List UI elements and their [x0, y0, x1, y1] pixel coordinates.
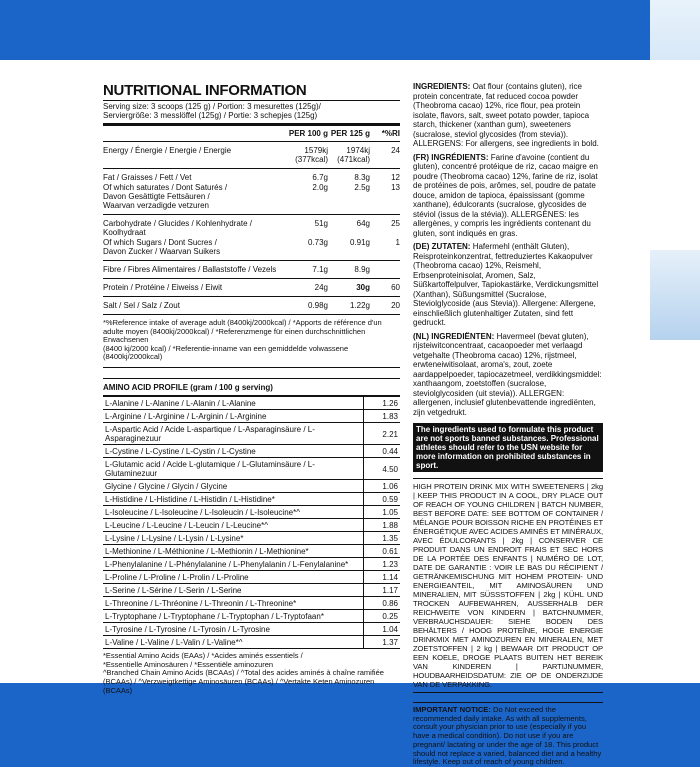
top-band: [0, 0, 700, 60]
amino-value: 0.59: [364, 493, 401, 506]
amino-row: [103, 571, 400, 584]
energy-ri: 24: [370, 142, 400, 169]
carbs-per125: 64g: [356, 219, 370, 228]
notice-head: IMPORTANT NOTICE:: [413, 705, 491, 714]
energy-per125: 1974kj (471kcal): [328, 142, 370, 169]
fibre-per125: 8.9g: [328, 261, 370, 279]
ingredients-en: [413, 82, 603, 149]
amino-name: L-Glutamic acid / Acide L-glutamique / L-Glutaminsäure / L-Glutaminezuur: [103, 458, 364, 480]
amino-row: [103, 623, 400, 636]
ingredients-en-head: INGREDIENTS:: [413, 82, 471, 91]
protein-ri: 60: [370, 279, 400, 297]
saturates-per125: 2.5g: [328, 183, 370, 215]
amino-title: AMINO ACID PROFILE (gram / 100 g serving): [103, 378, 400, 398]
protein-per125: 30g: [328, 279, 370, 297]
amino-row: [103, 610, 400, 623]
amino-name: Glycine / Glycine / Glycin / Glycine: [103, 480, 364, 493]
saturates-ri: 13: [370, 183, 400, 215]
saturates-per100: 2.0g: [288, 183, 328, 215]
energy-label: Energy / Énergie / Energie / Energie: [103, 142, 288, 169]
row-carbs: [103, 215, 400, 239]
sugars-ri: 1: [370, 238, 400, 261]
amino-name: L-Isoleucine / L-Isoleucine / L-Isoleucin / L-Isoleucine*^: [103, 506, 364, 519]
amino-name: L-Serine / L-Sérine / L-Serin / L-Serine: [103, 584, 364, 597]
amino-row: [103, 584, 400, 597]
row-saturates: [103, 183, 400, 215]
ingredients-fr-head: (FR) INGRÉDIENTS:: [413, 152, 489, 162]
protein-per100: 24g: [288, 279, 328, 297]
sugars-per125: 0.91g: [328, 238, 370, 261]
ingredients-nl-text: Havermeel (bevat gluten), rijsteiwitconcentraat, cacaopoeder met verlaagd vetgehalte (Theobroma cacao) 12%, rijstmeel, erwteneiwitisolaat, aroma's, zout, zoete aardappelpoeder, tapiocazetmeel, verdikkingsmiddel: xanthaangom, zoetstoffen (sucralose, steviolglycosiden (uit stevia)). ALLERGEN: allergenen, inclusief glutenbevattende ingrediënten, zijn vetgedrukt.: [413, 331, 602, 417]
banned-substances-warning: The ingredients used to formulate this product are not sports banned substances. Professional athletes should refer to the USN website for more information on prohibited substances in sport.: [413, 423, 603, 472]
carbs-per100: 51g: [314, 219, 328, 228]
ingredients-fr: [413, 153, 603, 239]
amino-name: L-Histidine / L-Histidine / L-Histidin / L-Histidine*: [103, 493, 364, 506]
amino-value: 1.37: [364, 636, 401, 649]
saturates-label: Of which saturates / Dont Saturés / Davon Gesättigte Fettsäuren / Waarvan verzadigde vetzuren: [103, 183, 288, 215]
amino-value: 1.35: [364, 532, 401, 545]
important-notice: [413, 702, 603, 767]
amino-name: L-Phenylalanine / L-Phénylalanine / L-Phenylalanin / L-Fenylalanine*: [103, 558, 364, 571]
ingredients-en-text: Oat flour (contains gluten), rice protein concentrate, fat reduced cocoa powder (Theobroma cacao) 12%, rice flour, pea protein isolate, flavors, salt, sweet potato powder, tapioca starch, thickener (xanthan gum), sweeteners (sucralose, steviol glycosides (from stevia)). ALLERGENS: For allergens, see ingredients in bold.: [413, 82, 599, 148]
fibre-ri: [370, 261, 400, 279]
amino-value: 1.17: [364, 584, 401, 597]
fibre-label: Fibre / Fibres Alimentaires / Ballaststoffe / Vezels: [103, 261, 288, 279]
amino-note-2: *Essentielle Aminosäuren / *Essentiële aminozuren: [103, 659, 274, 669]
row-protein: [103, 279, 400, 297]
salt-ri: 20: [370, 297, 400, 315]
fat-label: Fat / Graisses / Fett / Vet: [103, 173, 192, 182]
amino-notes: [103, 649, 400, 695]
amino-row: [103, 506, 400, 519]
amino-row: [103, 397, 400, 409]
notice-text: Do Not exceed the recommended daily intake. As with all supplements, consult your physician prior to use (especially if you have a medical condition). Do not use if you are pregnant/ lactating or under the age of 18. This product should not replace a varied, balanced diet and a healthy lifestyle. Keep out of reach of young children.: [413, 705, 602, 767]
amino-row: [103, 458, 400, 480]
amino-name: L-Leucine / L-Leucine / L-Leucin / L-Leucine*^: [103, 519, 364, 532]
row-salt: [103, 297, 400, 315]
amino-value: 1.26: [364, 397, 401, 409]
amino-name: L-Threonine / L-Thréonine / L-Threonin / L-Threonine*: [103, 597, 364, 610]
product-description: HIGH PROTEIN DRINK MIX WITH SWEETENERS | 2kg | KEEP THIS PRODUCT IN A COOL, DRY PLACE OUT OF REACH OF YOUNG CHILDREN | BATCH NUMBER, BEST BEFORE DATE: SEE BOTTOM OF CONTAINER / MÉLANGE POUR BOISSON RICHE EN PROTÉINES ET ÉNERGÉTIQUE AVEC ACIDES AMINÉS ET MINÉRAUX, AVEC ÉDULCORANTS | 2kg | CONSERVER CE PRODUIT DANS UN ENDROIT FRAIS ET SEC HORS DE LA PORTÉE DES ENFANTS | NUMÉRO DE LOT, DATE DE GARANTIE : VOIR LE BAS DU RÉCIPIENT / GETRÄNKEMISCHUNG MIT HOHEM PROTEIN- UND ENERGIEANTEIL, MIT AMINOSÄUREN UND MINERALIEN, MIT SÜSSSTOFFEN | 2kg | KÜHL UND TROCKEN AUFBEWAHREN, AUSSERHALB DER REICHWEITE VON KINDERN | BATCHNUMMER, VERBRAUCHSDAUER: SIEHE BODEN DES BEHÄLTERS / HOOG PROTEÏNE, HOGE ENERGIE DRINKMIX MET AMINOZUREN EN MINERALEN, MET ZOETSTOFFEN | 2 kg | BEWAAR DIT PRODUCT OP EEN KOELE, DROGE PLAATS BUITEN HET BEREIK VAN KINDEREN | PARTIJNUMMER, HOUDBAARHEIDSDATUM: ZIE OP DE ONDERZIJDE VAN DE VERPAKKING.: [413, 478, 603, 693]
amino-value: 1.06: [364, 480, 401, 493]
amino-note-3: ^Branched Chain Amino Acids (BCAAs) / ^Total des acides aminés à chaîne ramifiée (BCAAs) / ^Verzweigtkettige Aminosäuren (BCAAs) / ^Vertakte Keten Aminozuren (BCAAs): [103, 668, 384, 695]
ingredients-de: [413, 242, 603, 328]
amino-row: [103, 597, 400, 610]
nutrition-header-row: [103, 126, 400, 142]
salt-per100: 0.98g: [288, 297, 328, 315]
row-fat: [103, 169, 400, 184]
col-per100: PER 100 g: [288, 126, 328, 142]
amino-row: [103, 519, 400, 532]
amino-value: 2.21: [364, 423, 401, 445]
nutrition-table: [103, 126, 400, 315]
amino-row: [103, 532, 400, 545]
salt-per125: 1.22g: [328, 297, 370, 315]
serving-size: [103, 102, 400, 126]
amino-value: 1.14: [364, 571, 401, 584]
ingredients-de-head: (DE) ZUTATEN:: [413, 242, 471, 251]
amino-value: 0.25: [364, 610, 401, 623]
amino-name: L-Valine / L-Valine / L-Valin / L-Valine*^: [103, 636, 364, 649]
amino-row: [103, 480, 400, 493]
amino-row: [103, 423, 400, 445]
row-energy: [103, 142, 400, 169]
amino-name: L-Tryptophane / L-Tryptophane / L-Tryptophan / L-Tryptofaan*: [103, 610, 364, 623]
fat-per100: 6.7g: [312, 173, 328, 182]
amino-row: [103, 445, 400, 458]
protein-label: Protein / Protéine / Eiweiss / Eiwit: [103, 279, 288, 297]
amino-row: [103, 558, 400, 571]
amino-row: [103, 545, 400, 558]
amino-table: [103, 397, 400, 649]
energy-per100: 1579kj (377kcal): [288, 142, 328, 169]
amino-name: L-Cystine / L-Cystine / L-Cystin / L-Cystine: [103, 445, 364, 458]
amino-note-1: *Essential Amino Acids (EAAs) / *Acides aminés essentiels /: [103, 651, 303, 661]
amino-value: 0.61: [364, 545, 401, 558]
amino-row: [103, 636, 400, 649]
nutrition-title: NUTRITIONAL INFORMATION: [103, 82, 400, 101]
amino-name: L-Proline / L-Proline / L-Prolin / L-Proline: [103, 571, 364, 584]
amino-name: L-Methionine / L-Méthionine / L-Methionin / L-Methionine*: [103, 545, 364, 558]
amino-value: 1.04: [364, 623, 401, 636]
amino-value: 0.44: [364, 445, 401, 458]
ingredients-fr-text: Farine d'avoine (contient du gluten), concentré protéique de riz, cacao maigre en poudre (Theobroma cacao) 12%, farine de riz, isolat de protéines de pois, arômes, sel, poudre de patate douce, amidon de tapioca, épaississant (gomme xanthane), édulcorants (sucralose, glycosides de stéviol (issus de la stévia)). ALLERGÈNES: les allergènes, y compris les ingrédients contenant du gluten, sont indiqués en gras.: [413, 152, 598, 238]
fibre-per100: 7.1g: [288, 261, 328, 279]
carbs-label: Carbohydrate / Glucides / Kohlenhydrate / Koolhydraat: [103, 219, 252, 237]
amino-row: [103, 410, 400, 423]
fat-ri: 12: [391, 173, 400, 182]
ingredients-nl-head: (NL) INGREDIËNTEN:: [413, 331, 495, 341]
ingredients-nl: [413, 332, 603, 418]
amino-value: 1.05: [364, 506, 401, 519]
amino-name: L-Lysine / L-Lysine / L-Lysin / L-Lysine*: [103, 532, 364, 545]
amino-name: L-Tyrosine / L-Tyrosine / L-Tyrosin / L-Tyrosine: [103, 623, 364, 636]
amino-value: 4.50: [364, 458, 401, 480]
ingredients-column: [413, 82, 603, 767]
amino-name: L-Arginine / L-Arginine / L-Arginin / L-Arginine: [103, 410, 364, 423]
fat-per125: 8.3g: [354, 173, 370, 182]
ingredients-de-text: Hafermehl (enthält Gluten), Reisproteinkonzentrat, fettreduziertes Kakaopulver (Theobroma cacao) 12%, Reismehl, Erbsenproteinisolat, Aromen, Salz, Süßkartoffelpulver, Tapiokastärke, Verdickungsmittel (Xanthan), Süßungsmittel (Sucralose, Steviolglycoside (aus Stevia)). Allergene: Allergene, einschließlich glutenhaltiger Zutaten, sind fett gedruckt.: [413, 242, 599, 327]
sugars-per100: 0.73g: [288, 238, 328, 261]
amino-row: [103, 493, 400, 506]
nutrition-column: [103, 82, 400, 695]
serving-line-2: Serviergröße: 3 messlöffel (125g) / Portie: 3 schepjes (125g): [103, 111, 318, 120]
amino-value: 1.88: [364, 519, 401, 532]
amino-value: 1.83: [364, 410, 401, 423]
amino-value: 1.23: [364, 558, 401, 571]
salt-label: Salt / Sel / Salz / Zout: [103, 297, 288, 315]
serving-line-1: Serving size: 3 scoops (125 g) / Portion: 3 mesurettes (125g)/: [103, 102, 321, 111]
col-per125: PER 125 g: [328, 126, 370, 142]
amino-value: 0.86: [364, 597, 401, 610]
ri-footnote: *%Reference intake of average adult (8400kj/2000kcal) / *Apports de référence d'un adulte moyen (8400kj/2000kcal) / *Referenzmenge für einen durchschnittlichen Erwachsenen (8400 kj/2000 kcal) / *Referentie-inname van een gemiddelde volwassene (8400kj/2000kcal): [103, 315, 400, 368]
amino-name: L-Aspartic Acid / Acide L-aspartique / L-Asparaginsäure / L-Asparaginezuur: [103, 423, 364, 445]
carbs-ri: 25: [391, 219, 400, 228]
col-ri: *%RI: [370, 126, 400, 142]
row-sugars: [103, 238, 400, 261]
sugars-label: Of which Sugars / Dont Sucres / Davon Zucker / Waarvan Suikers: [103, 238, 288, 261]
row-fibre: [103, 261, 400, 279]
amino-name: L-Alanine / L-Alanine / L-Alanin / L-Alanine: [103, 397, 364, 409]
